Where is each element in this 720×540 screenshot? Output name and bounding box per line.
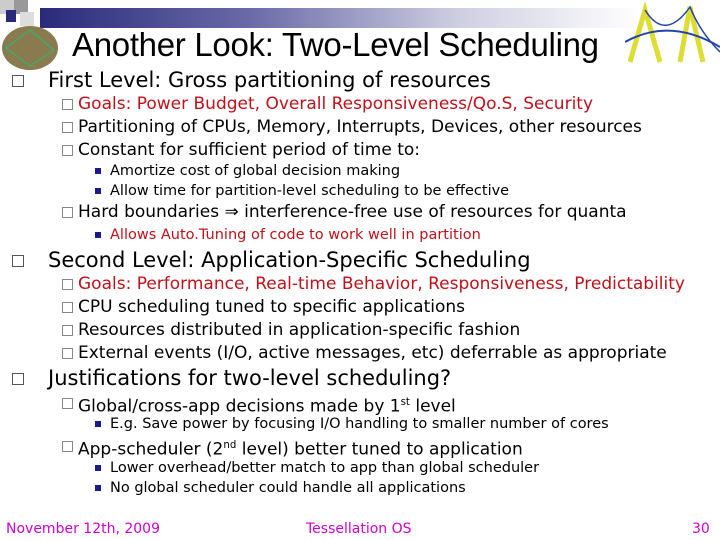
- filled-square-bullet-icon: [95, 168, 101, 174]
- bullet-text-main: E.g. Save power by focusing I/O handling to smaller number of cores: [110, 416, 609, 432]
- bullet-text-suffix: level: [409, 396, 456, 417]
- filled-square-bullet-icon: [95, 232, 101, 238]
- bullet-text-main: CPU scheduling tuned to specific applications: [78, 297, 465, 317]
- bullet-text-suffix: level) better tuned to application: [236, 439, 523, 460]
- bullet-text-main: Allow time for partition-level scheduling to be effective: [110, 183, 510, 199]
- bullet-text-main: No global scheduler could handle all applications: [110, 480, 466, 496]
- bullet-text-main: Justifications for two-level scheduling?: [48, 366, 452, 390]
- bullet-text-main: Goals: Power Budget, Overall Responsiveness/Qo.S, Security: [78, 94, 594, 114]
- bullet-text: [78, 200, 627, 224]
- bullet-text-main: Amortize cost of global decision making: [110, 163, 401, 179]
- bullet-level2: [62, 115, 642, 139]
- footer-date: November 12th, 2009: [6, 521, 160, 537]
- left-logo-icon: [0, 0, 62, 70]
- bullet-text: [78, 318, 520, 342]
- filled-square-bullet-icon: [95, 465, 101, 471]
- hollow-square-bullet-icon: [62, 279, 73, 290]
- hollow-square-bullet-icon: [62, 122, 73, 133]
- footer-title: Tessellation OS: [306, 521, 412, 537]
- filled-square-bullet-icon: [95, 188, 101, 194]
- bullet-text: [48, 68, 491, 92]
- bullet-text: [78, 295, 465, 319]
- hollow-square-bullet-icon: [12, 373, 24, 385]
- bullet-text: [78, 115, 642, 139]
- hollow-square-bullet-icon: [62, 441, 73, 452]
- bridge-logo-icon: [625, 2, 720, 64]
- bullet-text-main: Allows Auto.Tuning of code to work well in partition: [110, 227, 481, 243]
- bullet-text-main: Partitioning of CPUs, Memory, Interrupts, Devices, other resources: [78, 117, 642, 137]
- hollow-square-bullet-icon: [62, 398, 73, 409]
- bullet-level3: [95, 412, 609, 436]
- bullet-text-main: Global/cross-app decisions made by 1: [78, 396, 401, 417]
- bullet-text-main: First Level: Gross partitioning of resources: [48, 68, 491, 92]
- filled-square-bullet-icon: [95, 485, 101, 491]
- hollow-square-bullet-icon: [12, 255, 24, 267]
- hollow-square-bullet-icon: [62, 302, 73, 313]
- bullet-text: [78, 92, 593, 116]
- bullet-level2: [62, 92, 594, 116]
- hollow-square-bullet-icon: [62, 99, 73, 110]
- bullet-text: [78, 272, 685, 296]
- bullet-text-main: Goals: Performance, Real-time Behavior, Responsiveness, Predictability: [78, 274, 685, 294]
- bullet-level2: [62, 295, 465, 319]
- bullet-level1: [12, 248, 531, 272]
- superscript: st: [400, 397, 410, 408]
- bullet-level2: [62, 200, 627, 224]
- bullet-text-main: App-scheduler (2: [78, 439, 224, 460]
- bullet-text: [48, 248, 531, 272]
- bullet-text-main: Lower overhead/better match to app than global scheduler: [110, 460, 540, 476]
- bullet-level2: [62, 272, 685, 296]
- bullet-text-main: External events (I/O, active messages, etc) deferrable as appropriate: [78, 343, 667, 363]
- bullet-level2: [62, 434, 523, 460]
- title-gradient-bar: [40, 8, 640, 28]
- bullet-text: [110, 223, 481, 247]
- bullet-level1: [12, 366, 452, 390]
- bullet-level3: [95, 223, 481, 247]
- hollow-square-bullet-icon: [62, 145, 73, 156]
- bullet-text: [110, 412, 609, 436]
- bullet-text-main: Second Level: Application-Specific Scheduling: [48, 248, 531, 272]
- bullet-text-main: Resources distributed in application-specific fashion: [78, 320, 521, 340]
- bullet-text-main: Constant for sufficient period of time to:: [78, 140, 421, 160]
- bullet-level2: [62, 391, 456, 417]
- bullet-level3: [95, 476, 466, 500]
- page-number: 30: [692, 521, 710, 537]
- bullet-text: [78, 341, 667, 365]
- bullet-level2: [62, 341, 667, 365]
- bullet-level2: [62, 138, 421, 162]
- bullet-text: [110, 476, 466, 500]
- bullet-level2: [62, 318, 521, 342]
- hollow-square-bullet-icon: [12, 75, 24, 87]
- filled-square-bullet-icon: [95, 421, 101, 427]
- hollow-square-bullet-icon: [62, 348, 73, 359]
- bullet-text-main: Hard boundaries ⇒ interference-free use of resources for quanta: [78, 202, 627, 222]
- superscript: nd: [223, 440, 237, 451]
- hollow-square-bullet-icon: [62, 207, 73, 218]
- bullet-level1: [12, 68, 491, 92]
- hollow-square-bullet-icon: [62, 325, 73, 336]
- slide-title: Another Look: Two-Level Scheduling: [72, 26, 599, 63]
- bullet-text: [48, 366, 451, 390]
